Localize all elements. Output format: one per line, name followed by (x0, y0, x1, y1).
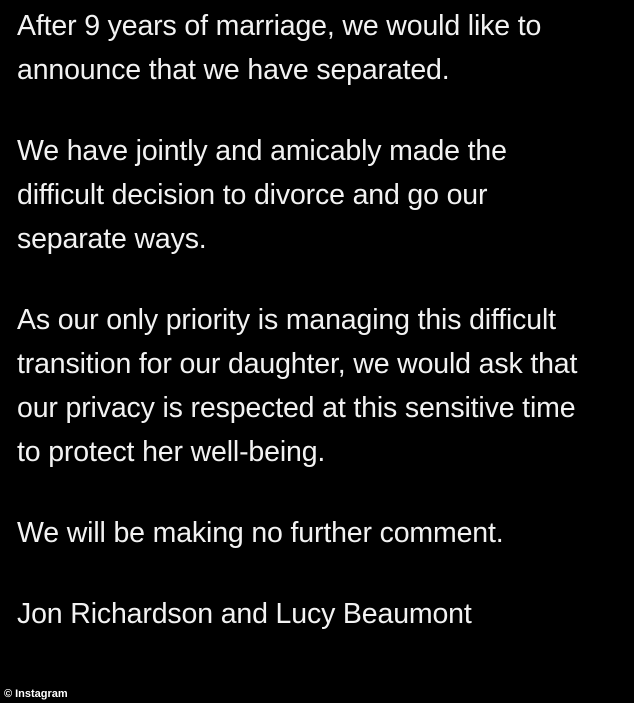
statement-line: our privacy is respected at this sensitive time (17, 392, 576, 424)
statement-line: announce that we have separated. (17, 54, 450, 86)
paragraph-divorce-decision (17, 129, 629, 261)
statement-line: separate ways. (17, 223, 207, 255)
copyright-icon: © (4, 688, 13, 700)
statement-line: difficult decision to divorce and go our (17, 179, 488, 211)
statement-line: to protect her well-being. (17, 436, 326, 468)
paragraph-spacer (17, 555, 629, 592)
paragraph-spacer (17, 474, 629, 511)
signature-names: Jon Richardson and Lucy Beaumont (17, 598, 472, 630)
signature (17, 592, 629, 636)
image-credit (4, 687, 68, 701)
paragraph-privacy-request (17, 298, 629, 474)
paragraph-spacer (17, 92, 629, 129)
statement-line: We will be making no further comment. (17, 517, 504, 549)
paragraph-no-further-comment (17, 511, 629, 555)
statement-line: As our only priority is managing this difficult (17, 304, 556, 336)
statement-line: We have jointly and amicably made the (17, 135, 507, 167)
paragraph-spacer (17, 261, 629, 298)
statement-text (17, 4, 629, 636)
credit-source: Instagram (15, 688, 68, 700)
statement-line: transition for our daughter, we would ask that (17, 348, 578, 380)
paragraph-separation-announcement (17, 4, 629, 92)
statement-line: After 9 years of marriage, we would like to (17, 10, 542, 42)
